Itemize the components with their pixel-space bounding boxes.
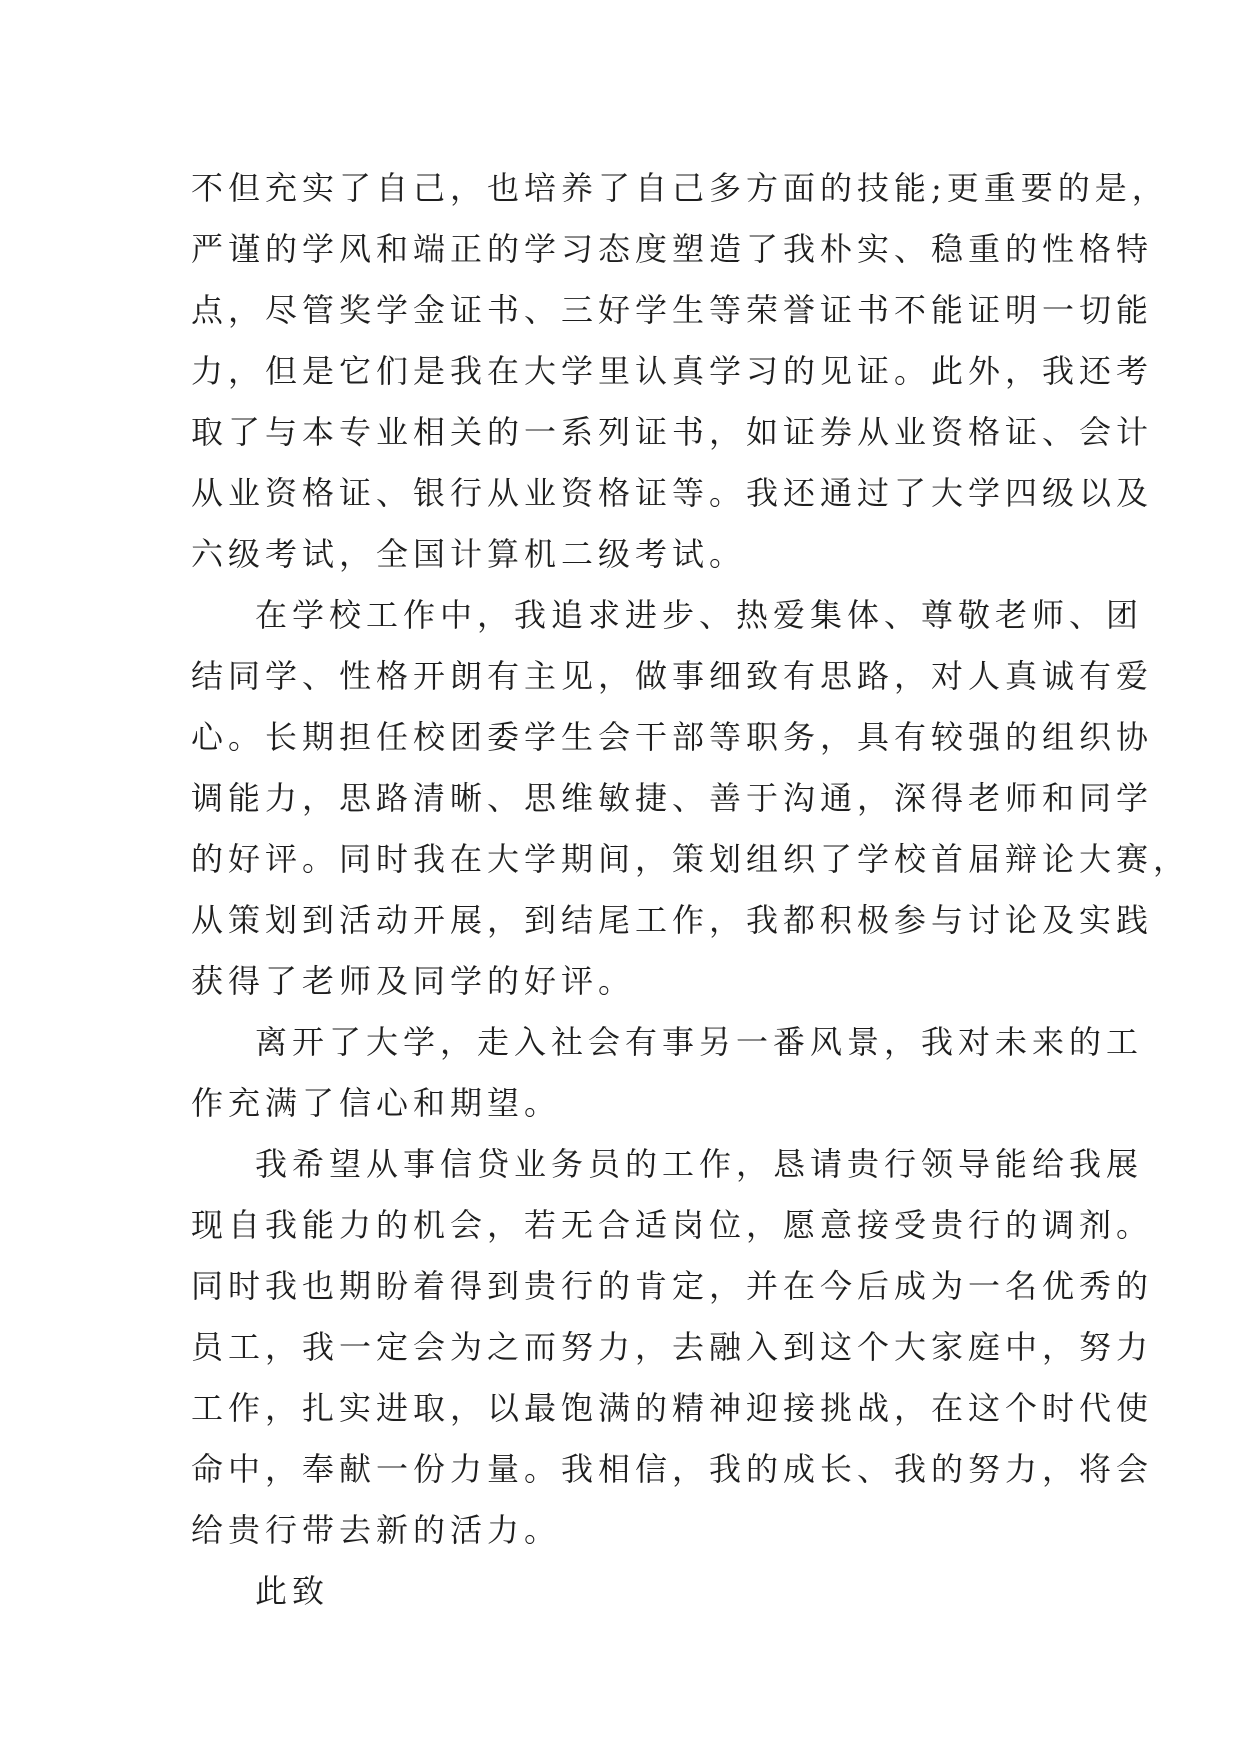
paragraph-first-line: 在学校工作中，我追求进步、热爱集体、尊敬老师、团 xyxy=(255,596,1144,634)
text-line: 调能力，思路清晰、思维敏捷、善于沟通，深得老师和同学 xyxy=(191,779,1154,817)
text-line: 结同学、性格开朗有主见，做事细致有思路，对人真诚有爱 xyxy=(191,657,1154,695)
paragraph-first-line: 离开了大学，走入社会有事另一番风景，我对未来的工 xyxy=(255,1023,1144,1061)
text-line: 员工，我一定会为之而努力，去融入到这个大家庭中，努力 xyxy=(191,1328,1154,1366)
text-line: 现自我能力的机会，若无合适岗位，愿意接受贵行的调剂。 xyxy=(191,1206,1154,1244)
closing-salutation: 此致 xyxy=(255,1572,330,1610)
text-line: 严谨的学风和端正的学习态度塑造了我朴实、稳重的性格特 xyxy=(191,230,1154,268)
text-line: 从业资格证、银行从业资格证等。我还通过了大学四级以及 xyxy=(191,474,1154,512)
text-line: 从策划到活动开展，到结尾工作，我都积极参与讨论及实践 xyxy=(191,901,1154,939)
letter-body xyxy=(191,158,1191,1622)
text-line: 力，但是它们是我在大学里认真学习的见证。此外，我还考 xyxy=(191,352,1154,390)
paragraph-first-line: 我希望从事信贷业务员的工作，恳请贵行领导能给我展 xyxy=(255,1145,1144,1183)
text-line: 六级考试，全国计算机二级考试。 xyxy=(191,535,747,573)
text-line: 作充满了信心和期望。 xyxy=(191,1084,562,1122)
text-line: 给贵行带去新的活力。 xyxy=(191,1511,562,1549)
text-line: 工作，扎实进取，以最饱满的精神迎接挑战，在这个时代使 xyxy=(191,1389,1154,1427)
text-line: 命中，奉献一份力量。我相信，我的成长、我的努力，将会 xyxy=(191,1450,1154,1488)
text-line: 的好评。同时我在大学期间，策划组织了学校首届辩论大赛， xyxy=(191,840,1191,878)
text-line: 同时我也期盼着得到贵行的肯定，并在今后成为一名优秀的 xyxy=(191,1267,1154,1305)
text-line: 取了与本专业相关的一系列证书，如证券从业资格证、会计 xyxy=(191,413,1154,451)
text-line: 心。长期担任校团委学生会干部等职务，具有较强的组织协 xyxy=(191,718,1154,756)
text-line: 不但充实了自己，也培养了自己多方面的技能;更重要的是， xyxy=(191,169,1169,207)
text-line: 获得了老师及同学的好评。 xyxy=(191,962,636,1000)
text-line: 点，尽管奖学金证书、三好学生等荣誉证书不能证明一切能 xyxy=(191,291,1154,329)
